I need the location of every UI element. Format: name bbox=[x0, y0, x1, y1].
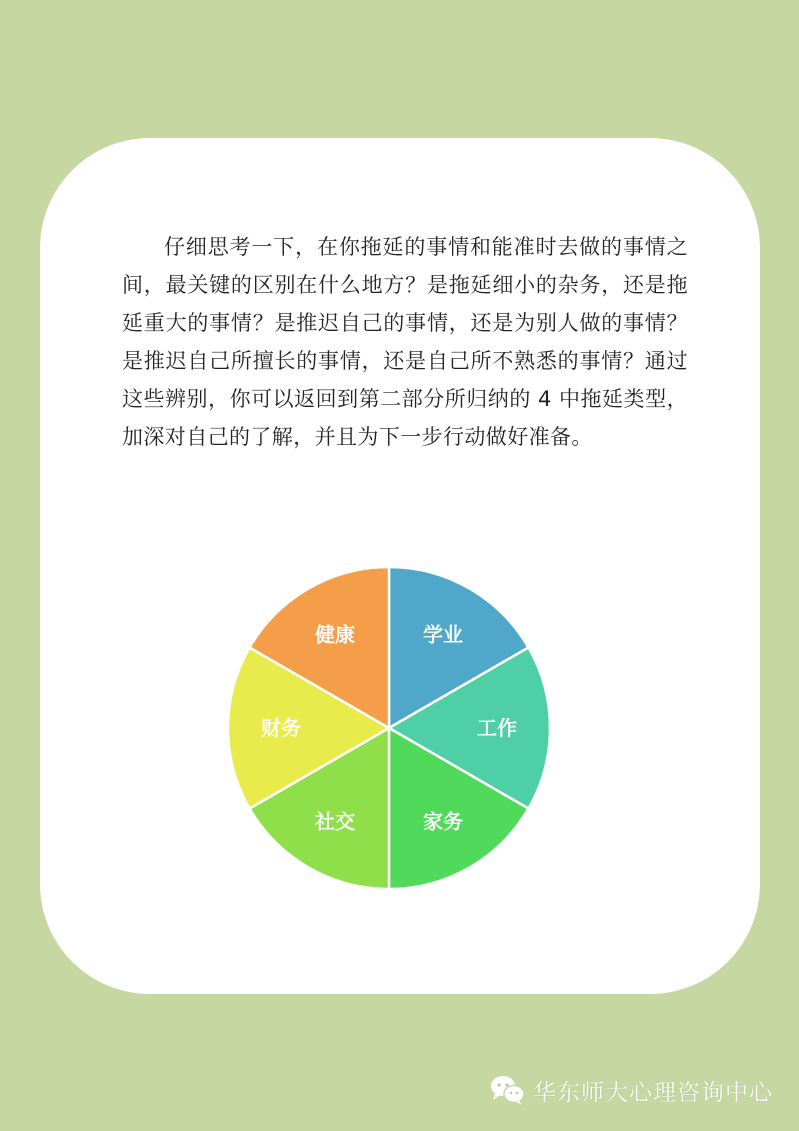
footer-watermark bbox=[489, 1070, 773, 1110]
pie-slice-label: 学业 bbox=[423, 622, 463, 647]
body-paragraph: 仔细思考一下，在你拖延的事情和能准时去做的事情之间，最关键的区别在什么地方？是拖延细小的杂务，还是拖延重大的事情？是推迟自己的事情，还是为别人做的事情？是推迟自己所擅长的事情，还是自己所不熟悉的事情？通过这些辨别，你可以返回到第二部分所归纳的 4 中拖延类型，加深对自己的了解，并且为下一步行动做好准备。 bbox=[122, 235, 688, 449]
pie-slice-label: 社交 bbox=[315, 809, 355, 834]
pie-slice-label: 工作 bbox=[477, 716, 517, 740]
pie-slice-label: 家务 bbox=[423, 809, 463, 834]
pie-slice-label: 健康 bbox=[315, 622, 355, 647]
pie-chart-svg bbox=[226, 565, 552, 891]
pie-slice-label: 财务 bbox=[261, 716, 301, 740]
pie-chart bbox=[226, 565, 552, 891]
footer-text: 华东师大心理咨询中心 bbox=[533, 1079, 773, 1106]
wechat-icon bbox=[489, 1074, 525, 1106]
